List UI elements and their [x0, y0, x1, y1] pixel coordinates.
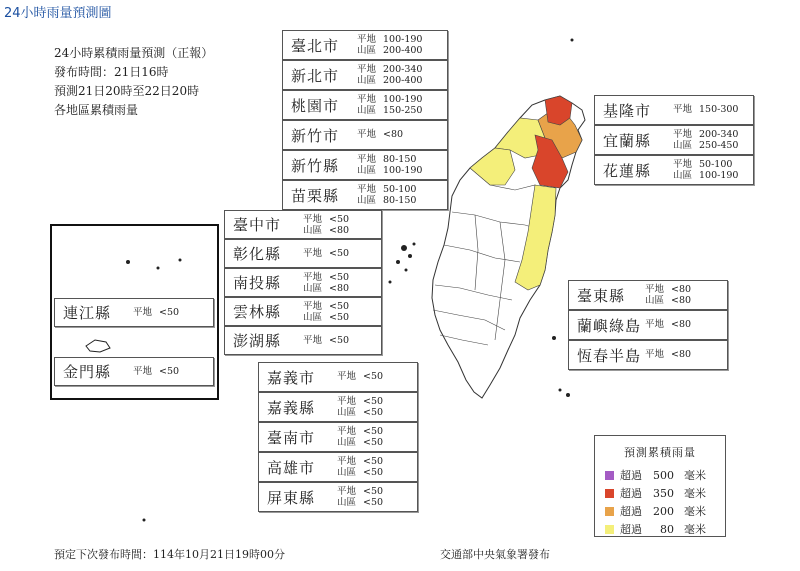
region-name: 基隆市 — [603, 101, 652, 120]
region-box-chiayi-county — [258, 392, 418, 422]
page-title: 24小時雨量預測圖 — [4, 6, 112, 21]
region-values: 平地 200-340 山區 250-450 — [673, 129, 739, 151]
region-box-tainan — [258, 422, 418, 452]
region-values: 平地 <50 — [303, 248, 350, 259]
region-name: 嘉義縣 — [267, 398, 316, 417]
region-name: 嘉義市 — [267, 368, 316, 387]
region-values: 平地 100-190 山區 200-400 — [357, 34, 423, 56]
info-release-time: 發布時間：21日16時 — [54, 65, 169, 79]
region-name: 澎湖縣 — [233, 332, 282, 350]
region-name: 桃園市 — [291, 96, 340, 115]
region-box-hsinchu-county — [282, 150, 448, 180]
region-name: 連江縣 — [63, 304, 112, 322]
region-box-keelung — [594, 95, 754, 125]
region-name: 南投縣 — [233, 274, 282, 292]
legend-title: 預測累積雨量 — [624, 446, 696, 459]
legend-item: 超過 80 毫米 — [595, 520, 725, 538]
region-values: 平地 <50 — [337, 371, 384, 382]
legend-swatch — [605, 489, 614, 498]
region-name: 新北市 — [291, 66, 340, 85]
region-values: 平地 <50 — [133, 307, 180, 318]
region-box-lanyu-ludao — [568, 310, 728, 340]
region-box-miaoli — [282, 180, 448, 210]
region-values: 平地 <80 — [357, 129, 404, 140]
next-release-time: 預定下次發布時間：114年10月21日19時00分 — [54, 548, 285, 561]
region-values: 平地 <50 — [133, 366, 180, 377]
region-values: 平地 200-340 山區 200-400 — [357, 64, 423, 86]
region-values: 平地 <50 — [303, 335, 350, 346]
region-values: 平地 100-190 山區 150-250 — [357, 94, 423, 116]
region-name: 恆春半島 — [577, 346, 642, 365]
region-name: 花蓮縣 — [603, 161, 652, 180]
region-values: 平地 <50 山區 <50 — [337, 426, 384, 448]
region-values: 平地 <50 山區 <50 — [337, 396, 384, 418]
region-box-penghu — [224, 326, 382, 355]
region-values: 平地 <50 山區 <50 — [337, 456, 384, 478]
region-name: 苗栗縣 — [291, 186, 340, 205]
region-name: 新竹市 — [291, 126, 340, 145]
region-name: 高雄市 — [267, 458, 316, 477]
region-values: 平地 <50 山區 <80 — [303, 272, 350, 294]
region-box-hsinchu-city — [282, 120, 448, 150]
region-values: 平地 <50 山區 <80 — [303, 214, 350, 236]
region-box-taipei-city — [282, 30, 448, 60]
region-values: 平地 <80 山區 <80 — [645, 284, 692, 306]
region-values: 平地 <80 — [645, 319, 692, 330]
region-box-nantou — [224, 268, 382, 297]
region-box-kaohsiung — [258, 452, 418, 482]
region-box-changhua — [224, 239, 382, 268]
info-forecast-period: 預測21日20時至22日20時 — [54, 84, 200, 98]
region-box-yilan — [594, 125, 754, 155]
region-name: 臺北市 — [291, 36, 340, 55]
region-box-yunlin — [224, 297, 382, 326]
region-name: 彰化縣 — [233, 245, 282, 263]
legend-item: 超過 350 毫米 — [595, 484, 725, 502]
region-name: 新竹縣 — [291, 156, 340, 175]
region-box-chiayi-city — [258, 362, 418, 392]
publisher: 交通部中央氣象署發布 — [440, 548, 550, 561]
legend-item: 超過 500 毫米 — [595, 466, 725, 484]
region-box-taichung — [224, 210, 382, 239]
region-box-pingtung — [258, 482, 418, 512]
region-box-new-taipei — [282, 60, 448, 90]
region-name: 蘭嶼綠島 — [577, 316, 642, 335]
region-name: 臺南市 — [267, 428, 316, 447]
region-box-taitung — [568, 280, 728, 310]
region-box-hualien — [594, 155, 754, 185]
region-name: 雲林縣 — [233, 303, 282, 321]
legend-swatch — [605, 507, 614, 516]
region-values: 平地 80-150 山區 100-190 — [357, 154, 423, 176]
region-box-lienchiang — [54, 298, 214, 327]
region-box-taoyuan — [282, 90, 448, 120]
legend-swatch — [605, 525, 614, 534]
region-values: 平地 <80 — [645, 349, 692, 360]
region-name: 金門縣 — [63, 363, 112, 381]
region-values: 平地 <50 山區 <50 — [337, 486, 384, 508]
region-box-kinmen — [54, 357, 214, 386]
region-name: 臺中市 — [233, 216, 282, 234]
legend-swatch — [605, 471, 614, 480]
region-values: 平地 150-300 — [673, 104, 739, 115]
region-name: 屏東縣 — [267, 488, 316, 507]
region-box-hengchun — [568, 340, 728, 370]
region-values: 平地 50-100 山區 80-150 — [357, 184, 417, 206]
info-subtitle: 各地區累積雨量 — [54, 103, 139, 117]
legend-item: 超過 200 毫米 — [595, 502, 725, 520]
region-values: 平地 50-100 山區 100-190 — [673, 159, 739, 181]
info-title: 24小時累積雨量預測（正報） — [54, 46, 214, 60]
rainfall-legend — [594, 435, 726, 537]
region-name: 宜蘭縣 — [603, 131, 652, 150]
region-name: 臺東縣 — [577, 286, 626, 305]
region-values: 平地 <50 山區 <50 — [303, 301, 350, 323]
